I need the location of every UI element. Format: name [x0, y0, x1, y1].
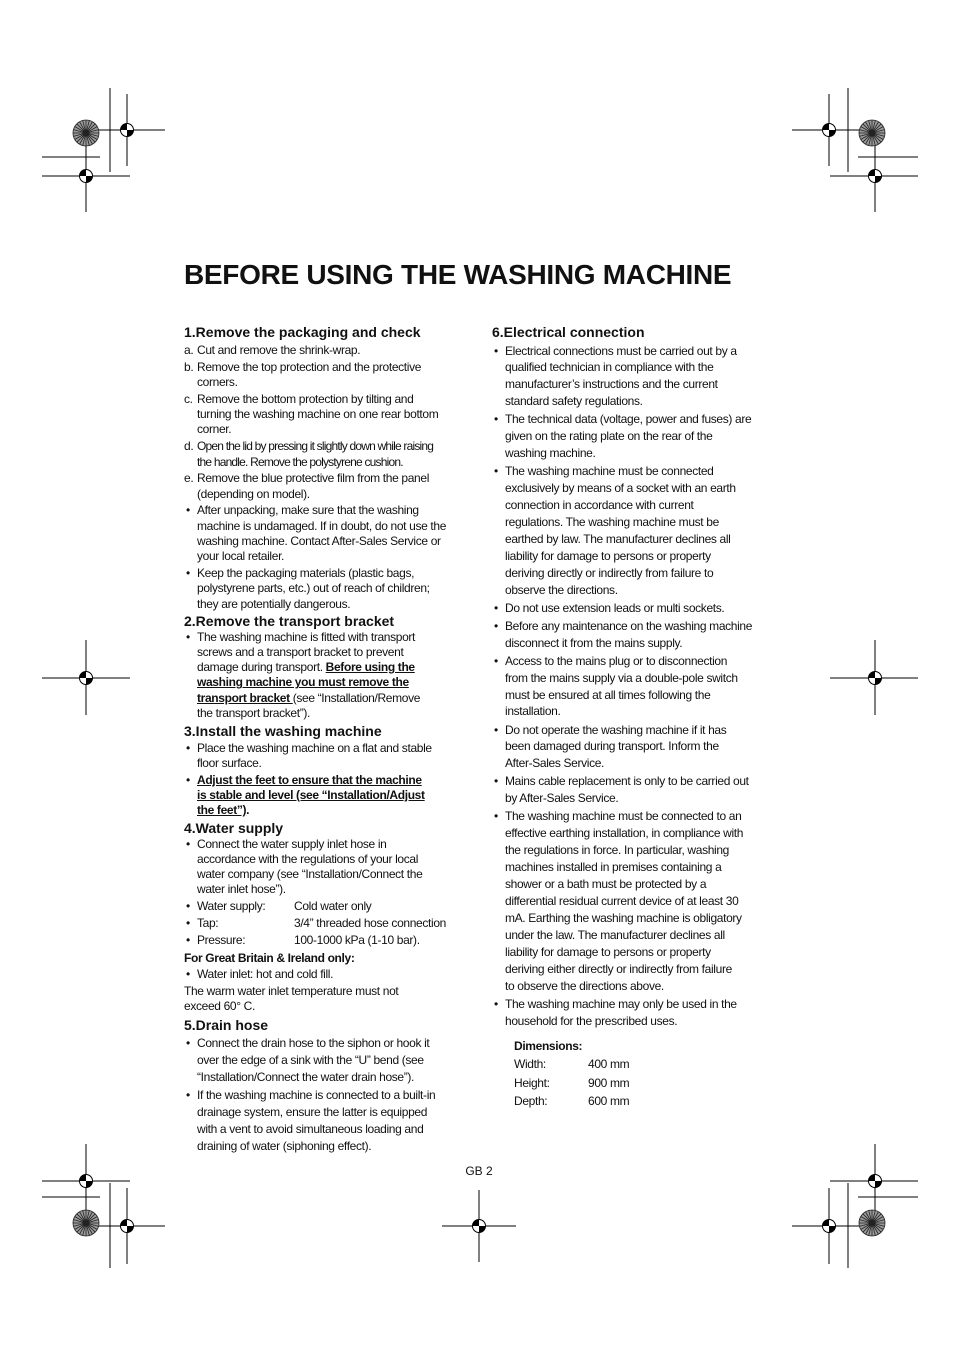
item-text: • Do not use extension leads or multi sockets.	[505, 600, 725, 615]
list-item	[184, 360, 476, 391]
item-label: a.	[184, 343, 194, 357]
item-label: c.	[184, 391, 193, 406]
list-item	[184, 343, 476, 358]
dimension-key: Height:	[514, 1075, 550, 1090]
item-text: Cut and remove the shrink-wrap.	[197, 343, 361, 357]
color-target-mark	[73, 120, 99, 146]
dimension-row	[514, 1074, 629, 1093]
item-text: • Do not operate the washing machine if it has been damaged during transport. Inform the After-Sales Service.	[505, 722, 727, 771]
bullet-item	[492, 618, 784, 652]
section-heading: 5.Drain hose	[184, 1016, 269, 1033]
section-heading: 3.Install the washing machine	[184, 722, 382, 739]
section-electrical-connection	[492, 324, 784, 1030]
registration-mark	[823, 124, 836, 137]
item-text: Remove the top protection and the protective corners.	[197, 359, 422, 390]
item-label: e.	[184, 471, 194, 486]
item-text: • Access to the mains plug or to disconnection from the mains supply via a double-pole switch must be ensured at all times following the installation.	[505, 653, 738, 719]
item-text: • The washing machine must be connected exclusively by means of a socket with an earth connection in accordance with current regulations. The washing machine must be earthed by law. The manufacturer declines all liability for damage to persons or property deriving directly or indirectly from failure to observe the directions.	[505, 464, 736, 597]
bullet-item	[184, 837, 476, 898]
registration-mark	[869, 170, 882, 183]
dimension-value: 400 mm	[588, 1057, 630, 1072]
item-warning-text: Adjust the feet to ensure that the machine is stable and level (see “Installation/Adjust the feet”)	[197, 772, 425, 818]
item-text: Remove the blue protective film from the panel (depending on model).	[197, 471, 430, 501]
bullet-item	[184, 773, 476, 819]
spec-value: 100-1000 kPa (1-10 bar).	[294, 932, 420, 947]
item-text: • The technical data (voltage, power and fuses) are given on the rating plate on the rear of the washing machine.	[505, 412, 752, 461]
item-label: b.	[184, 359, 194, 374]
dimensions-heading: Dimensions:	[514, 1038, 583, 1053]
dimension-key: Width:	[514, 1057, 546, 1072]
registration-mark	[121, 124, 134, 137]
registration-mark	[869, 1175, 882, 1188]
page-number: GB 2	[465, 1164, 493, 1178]
bullet-item	[184, 566, 476, 612]
item-text: The washing machine is fitted with transport screws and a transport bracket to prevent damage during transport.	[197, 629, 416, 675]
bullet-item	[184, 503, 476, 564]
item-text: • Before any maintenance on the washing machine disconnect it from the mains supply.	[505, 618, 753, 650]
color-target-mark	[859, 1210, 885, 1236]
registration-mark	[869, 672, 882, 685]
registration-mark	[823, 1220, 836, 1233]
dimension-row	[514, 1055, 629, 1074]
bullet-item	[492, 773, 784, 807]
section-water-supply	[184, 820, 476, 1015]
section-heading: 6.Electrical connection	[492, 323, 645, 340]
page-title: BEFORE USING THE WASHING MACHINE	[184, 259, 732, 290]
registration-mark	[80, 1175, 93, 1188]
list-item	[184, 471, 476, 502]
bullet-item	[492, 411, 784, 462]
bullet-item	[184, 741, 476, 772]
bullet-item	[184, 1035, 476, 1086]
section-transport-bracket	[184, 613, 476, 722]
color-target-mark	[859, 120, 885, 146]
item-warning-text: Before using the washing machine you must remove the transport bracket	[197, 660, 415, 705]
registration-mark	[80, 672, 93, 685]
dimension-value: 600 mm	[588, 1094, 630, 1109]
registration-mark	[80, 170, 93, 183]
item-text: (see “Installation/Remove the transport bracket”).	[197, 690, 421, 720]
dimension-key: Depth:	[514, 1094, 548, 1109]
spec-row	[184, 916, 476, 931]
bullet-item	[492, 343, 784, 411]
item-text: • Water inlet: hot and cold fill.	[197, 967, 334, 982]
spec-key: Tap:	[197, 915, 219, 930]
spec-key: Water supply:	[197, 899, 266, 914]
section-install	[184, 723, 476, 819]
spec-value: 3/4” threaded hose connection	[294, 915, 446, 930]
item-text: .	[246, 803, 250, 818]
bullet-item	[492, 722, 784, 773]
list-item	[184, 392, 476, 438]
section-drain-hose	[184, 1017, 476, 1155]
dimension-value: 900 mm	[588, 1075, 630, 1090]
item-text: • Connect the water supply inlet hose in accordance with the regulations of your local water company (see “Installation/Connect the water inlet hose”).	[197, 836, 423, 897]
dimensions-table	[514, 1037, 629, 1111]
item-label: d.	[184, 439, 194, 454]
registration-mark	[473, 1220, 486, 1233]
item-text: • Mains cable replacement is only to be carried out by After-Sales Service.	[505, 774, 749, 806]
item-text: • Electrical connections must be carried out by a qualified technician in compliance with the manufacturer’s instructions and the current standard safety regulations.	[505, 343, 737, 409]
dimension-row	[514, 1092, 629, 1111]
bullet-item	[492, 653, 784, 721]
section-heading: 2.Remove the transport bracket	[184, 612, 395, 629]
registration-mark	[121, 1220, 134, 1233]
bullet-item	[184, 630, 476, 722]
section-heading: 4.Water supply	[184, 819, 284, 836]
section-remove-packaging	[184, 324, 476, 613]
bullet-item	[492, 996, 784, 1030]
spec-row	[184, 899, 476, 914]
item-text: • After unpacking, make sure that the washing machine is undamaged. If in doubt, do not use the washing machine. Contact After-Sales Service or your local retailer.	[197, 503, 447, 564]
bullet-item	[492, 463, 784, 598]
spec-value: Cold water only	[294, 899, 372, 914]
color-target-mark	[73, 1210, 99, 1236]
item-text: • The washing machine must be connected to an effective earthing installation, in compliance with the regulations in force. In particular, washing machines installed in premises containing a shower or a bath must be protected by a differential residual current device of at least 30 mA. Earthing the washing machine is obligatory under the law. The manufacturer declines all liability for damage to persons or property deriving either directly or indirectly from failure to observe the directions above.	[505, 809, 744, 993]
bullet-item	[184, 1087, 476, 1155]
item-text: • Connect the drain hose to the siphon or hook it over the edge of a sink with the “U” bend (see “Installation/Connect the water drain hose”).	[197, 1035, 430, 1084]
item-text: • Place the washing machine on a flat and stable floor surface.	[197, 740, 432, 770]
item-text: Open the lid by pressing it slightly down while raising the handle. Remove the polystyrene cushion.	[197, 439, 434, 469]
item-text: Remove the bottom protection by tilting and turning the washing machine on one rear bottom corner.	[197, 391, 439, 437]
list-item	[184, 439, 476, 470]
spec-row	[184, 933, 476, 948]
item-text: • Keep the packaging materials (plastic bags, polystyrene parts, etc.) out of reach of children; they are potentially dangerous.	[197, 566, 430, 611]
bullet-item	[492, 600, 784, 617]
note-text: The warm water inlet temperature must not exceed 60° C.	[184, 984, 399, 1014]
section-heading: 1.Remove the packaging and check	[184, 323, 421, 340]
item-text: • The washing machine may only be used in the household for the prescribed uses.	[505, 996, 737, 1028]
item-text: • If the washing machine is connected to a built-in drainage system, ensure the latter is equipped with a vent to avoid simultaneous loading and draining of water (siphoning effect).	[197, 1087, 436, 1153]
bullet-item	[492, 808, 784, 994]
subheading: For Great Britain & Ireland only:	[184, 950, 355, 965]
bullet-item	[184, 967, 476, 982]
spec-key: Pressure:	[197, 932, 246, 947]
